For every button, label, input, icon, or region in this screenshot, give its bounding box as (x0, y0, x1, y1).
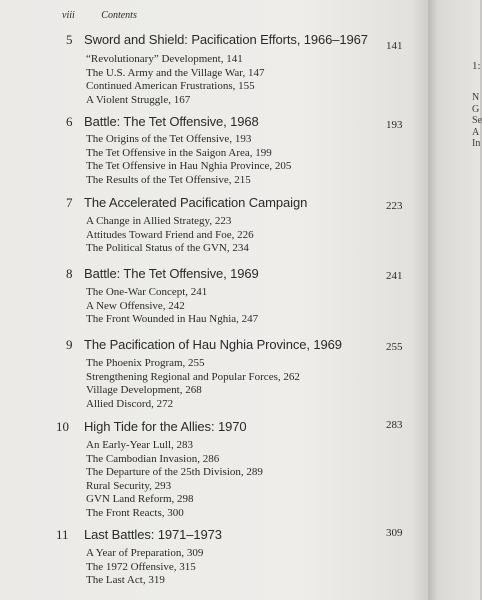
section-entry: The One-War Concept, 241 (86, 286, 208, 298)
section-entry: The 1972 Offensive, 315 (86, 560, 196, 573)
chapter-title: The Pacification of Hau Nghia Province, 1969 (84, 337, 342, 352)
section-list (86, 439, 263, 521)
chapter-number: 5 (66, 32, 73, 47)
facing-page-line: In (472, 138, 481, 149)
section-entry: The Last Act, 319 (86, 574, 165, 587)
facing-page-line: N (472, 92, 480, 103)
section-entry: The Tet Offensive in Hau Nghia Province, 205 (86, 160, 292, 173)
chapter-number: 10 (56, 419, 69, 434)
section-list (86, 286, 258, 327)
section-list (86, 547, 203, 588)
section-list (86, 357, 300, 411)
chapter-title: Battle: The Tet Offensive, 1969 (84, 266, 259, 281)
chapter-title: Battle: The Tet Offensive, 1968 (84, 114, 259, 129)
chapter-number: 7 (66, 195, 73, 210)
section-entry: Continued American Frustrations, 155 (86, 80, 255, 93)
facing-page-line: Se (472, 115, 482, 126)
chapter-number: 11 (56, 527, 69, 542)
section-list (86, 133, 291, 187)
facing-page-number: 1: (472, 60, 481, 72)
section-entry: A Change in Allied Strategy, 223 (86, 215, 232, 227)
section-entry: The Departure of the 25th Division, 289 (86, 466, 263, 479)
page-header (62, 10, 137, 21)
section-entry: A Year of Preparation, 309 (86, 547, 204, 559)
chapter-number: 8 (66, 266, 73, 281)
facing-page-edge (428, 0, 480, 600)
section-entry: The Origins of the Tet Offensive, 193 (86, 133, 252, 145)
chapter-page: 309 (386, 527, 403, 539)
chapter-title: The Accelerated Pacification Campaign (84, 195, 308, 210)
chapter-title: High Tide for the Allies: 1970 (84, 419, 247, 434)
section-entry: The Cambodian Invasion, 286 (86, 452, 220, 465)
section-entry: Attitudes Toward Friend and Foe, 226 (86, 228, 254, 241)
section-entry: The Tet Offensive in the Saigon Area, 199 (86, 146, 272, 159)
chapter-page: 283 (386, 419, 403, 431)
section-entry: A New Offensive, 242 (86, 299, 185, 312)
section-list (86, 53, 264, 107)
section-entry: An Early-Year Lull, 283 (86, 439, 194, 451)
facing-page-line: G (472, 103, 480, 115)
section-entry: Allied Discord, 272 (86, 397, 174, 410)
section-entry: Rural Security, 293 (86, 479, 172, 492)
section-entry: The Results of the Tet Offensive, 215 (86, 173, 251, 186)
chapter-page: 223 (386, 200, 403, 212)
chapter-title: Last Battles: 1971–1973 (84, 527, 222, 542)
chapter-title: Sword and Shield: Pacification Efforts, 1966–1967 (84, 32, 368, 47)
section-entry: The U.S. Army and the Village War, 147 (86, 66, 265, 79)
section-list (86, 215, 254, 256)
chapter-page: 255 (386, 341, 403, 353)
section-entry: A Violent Struggle, 167 (86, 93, 191, 106)
page-number: viii (62, 10, 75, 21)
section-entry: The Front Wounded in Hau Nghia, 247 (86, 313, 259, 326)
section-entry: Strengthening Regional and Popular Forces, 262 (86, 370, 300, 383)
chapter-page: 241 (386, 270, 403, 282)
section-entry: GVN Land Reform, 298 (86, 493, 194, 506)
facing-page-lines (472, 92, 482, 150)
facing-page-line: A (472, 126, 480, 138)
section-entry: The Political Status of the GVN, 234 (86, 242, 249, 255)
chapter-number: 6 (66, 114, 73, 129)
section-entry: The Phoenix Program, 255 (86, 357, 205, 369)
chapter-number: 9 (66, 337, 73, 352)
running-title: Contents (101, 10, 137, 21)
chapter-page: 193 (386, 119, 403, 131)
section-entry: “Revolutionary” Development, 141 (86, 53, 243, 65)
section-entry: The Front Reacts, 300 (86, 506, 184, 519)
section-entry: Village Development, 268 (86, 384, 202, 397)
chapter-page: 141 (386, 40, 403, 52)
